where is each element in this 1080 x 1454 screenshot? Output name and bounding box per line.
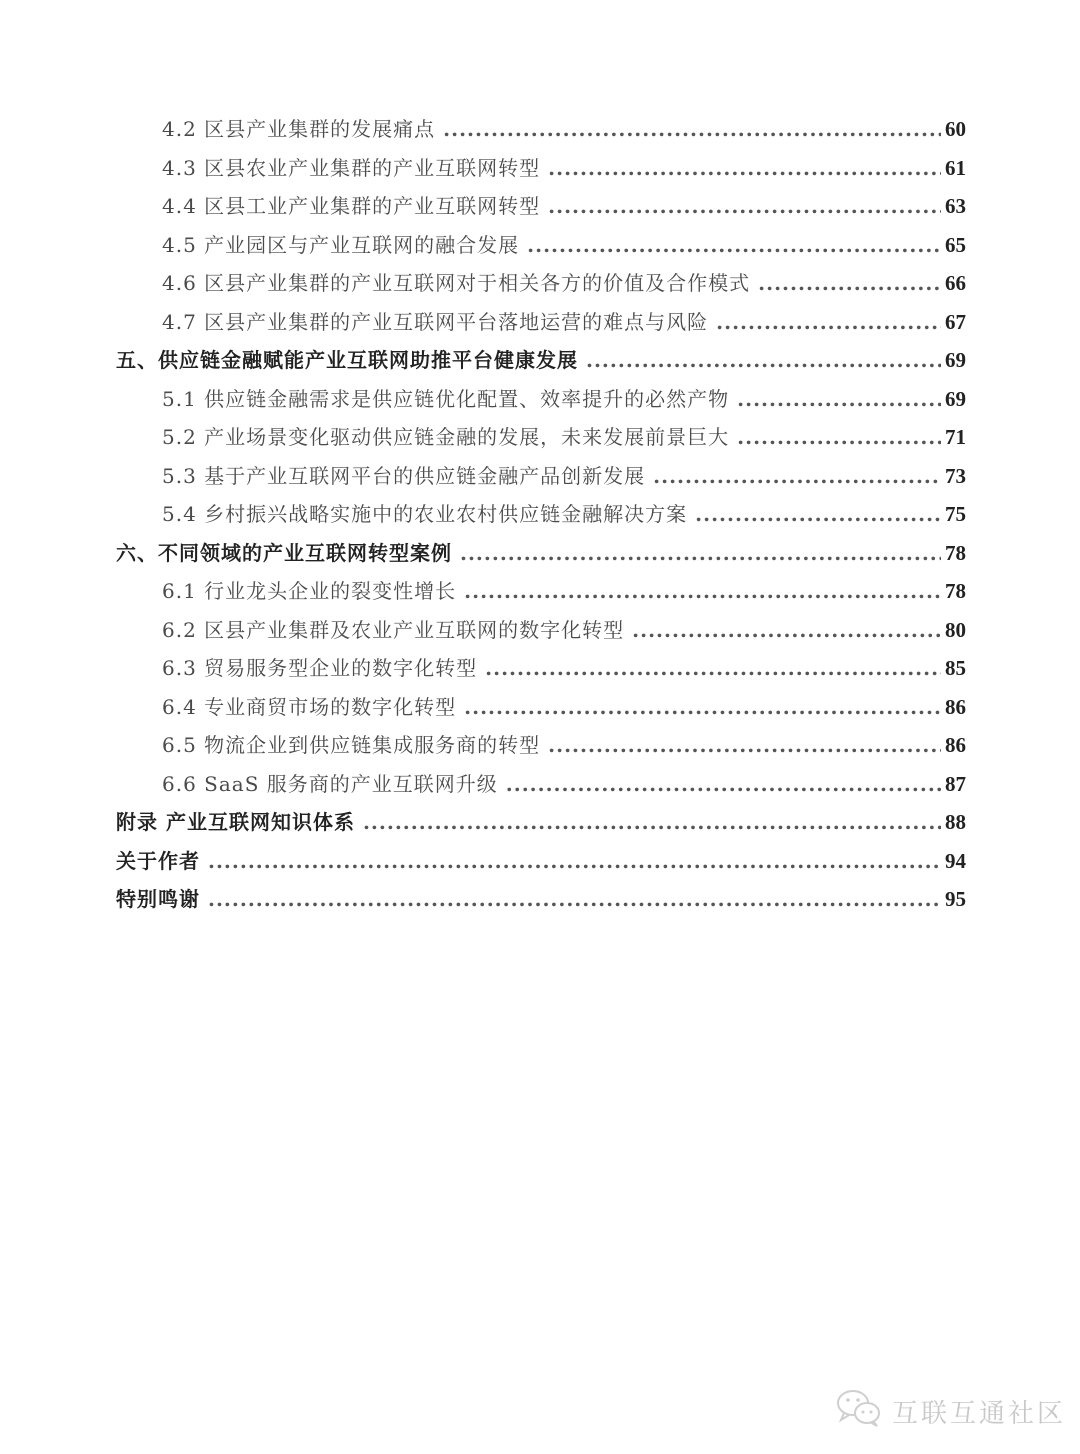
toc-entry-title: 4.4 区县工业产业集群的产业互联网转型	[162, 194, 541, 218]
toc-entry	[116, 495, 966, 534]
toc-entry-page: 61	[945, 155, 966, 180]
toc-entry-title: 4.7 区县产业集群的产业互联网平台落地运营的难点与风险	[162, 309, 709, 334]
toc-entry	[116, 149, 966, 188]
toc-entry-title: 6.1 行业龙头企业的裂变性增长	[162, 579, 457, 603]
toc-entry-page: 94	[945, 848, 966, 873]
toc-entry	[116, 303, 966, 342]
toc-entry	[116, 187, 966, 226]
dot-leader	[737, 380, 941, 419]
toc-entry	[116, 380, 966, 419]
toc-entry-page: 69	[945, 386, 966, 411]
toc-entry-title: 5.1 供应链金融需求是供应链优化配置、效率提升的必然产物	[162, 386, 730, 411]
toc-entry-title: 4.6 区县产业集群的产业互联网对于相关各方的价值及合作模式	[162, 271, 751, 295]
toc-entry-title: 六、不同领域的产业互联网转型案例	[116, 540, 452, 565]
toc-entry-title: 6.5 物流企业到供应链集成服务商的转型	[162, 733, 541, 757]
toc-entry-title: 4.3 区县农业产业集群的产业互联网转型	[162, 155, 541, 180]
dot-leader	[548, 187, 941, 226]
toc-entry-page: 95	[945, 887, 966, 911]
toc-entry-page: 86	[945, 733, 966, 757]
dot-leader	[632, 611, 941, 650]
dot-leader	[464, 688, 941, 727]
toc-entry	[116, 264, 966, 303]
toc-entry-title: 附录 产业互联网知识体系	[116, 810, 355, 834]
dot-leader	[485, 649, 941, 688]
toc-chapter	[116, 880, 966, 919]
toc-entry	[116, 572, 966, 611]
dot-leader	[443, 110, 941, 149]
toc-entry-title: 6.6 SaaS 服务商的产业互联网升级	[162, 771, 498, 796]
dot-leader	[208, 842, 941, 881]
toc-chapter	[116, 534, 966, 573]
toc-entry-title: 5.3 基于产业互联网平台的供应链金融产品创新发展	[162, 463, 646, 488]
toc-entry	[116, 457, 966, 496]
toc-entry-page: 87	[945, 771, 966, 796]
toc-entry-page: 86	[945, 694, 966, 719]
toc-chapter	[116, 341, 966, 380]
toc-entry-page: 75	[945, 502, 966, 526]
watermark	[836, 1388, 1066, 1435]
dot-leader	[758, 264, 941, 303]
dot-leader	[716, 303, 941, 342]
toc-entry-title: 4.2 区县产业集群的发展痛点	[162, 117, 436, 141]
dot-leader	[653, 457, 941, 496]
watermark-text: 互联互通社区	[892, 1399, 1067, 1429]
dot-leader	[460, 534, 941, 573]
toc-entry	[116, 226, 966, 265]
toc-entry-page: 60	[945, 117, 966, 141]
dot-leader	[586, 341, 941, 380]
table-of-contents	[116, 110, 966, 919]
toc-entry	[116, 418, 966, 457]
toc-entry	[116, 726, 966, 765]
toc-entry	[116, 765, 966, 804]
dot-leader	[464, 572, 941, 611]
toc-entry-title: 6.3 贸易服务型企业的数字化转型	[162, 656, 478, 680]
toc-entry-page: 63	[945, 194, 966, 218]
dot-leader	[737, 418, 941, 457]
dot-leader	[548, 149, 941, 188]
toc-chapter	[116, 803, 966, 842]
toc-entry	[116, 649, 966, 688]
toc-entry-title: 6.4 专业商贸市场的数字化转型	[162, 694, 457, 719]
toc-entry	[116, 611, 966, 650]
toc-entry-page: 66	[945, 271, 966, 295]
toc-entry-page: 85	[945, 656, 966, 680]
toc-entry-title: 6.2 区县产业集群及农业产业互联网的数字化转型	[162, 617, 625, 642]
toc-entry-page: 73	[945, 463, 966, 488]
toc-entry-page: 78	[945, 579, 966, 603]
dot-leader	[506, 765, 941, 804]
toc-entry-page: 65	[945, 232, 966, 257]
toc-entry-page: 78	[945, 540, 966, 565]
toc-entry-title: 4.5 产业园区与产业互联网的融合发展	[162, 232, 520, 257]
toc-entry-page: 67	[945, 309, 966, 334]
toc-chapter	[116, 842, 966, 881]
toc-entry	[116, 110, 966, 149]
dot-leader	[208, 880, 941, 919]
toc-entry-title: 5.2 产业场景变化驱动供应链金融的发展，未来发展前景巨大	[162, 425, 730, 449]
dot-leader	[363, 803, 941, 842]
toc-entry-title: 五、供应链金融赋能产业互联网助推平台健康发展	[116, 348, 578, 372]
toc-entry-page: 88	[945, 810, 966, 834]
toc-entry-title: 5.4 乡村振兴战略实施中的农业农村供应链金融解决方案	[162, 502, 688, 526]
toc-entry	[116, 688, 966, 727]
dot-leader	[527, 226, 941, 265]
toc-entry-title: 关于作者	[116, 848, 200, 873]
toc-entry-title: 特别鸣谢	[116, 887, 200, 911]
dot-leader	[695, 495, 941, 534]
toc-entry-page: 80	[945, 617, 966, 642]
wechat-icon	[836, 1388, 892, 1435]
toc-entry-page: 71	[945, 425, 966, 449]
toc-entry-page: 69	[945, 348, 966, 372]
dot-leader	[548, 726, 941, 765]
